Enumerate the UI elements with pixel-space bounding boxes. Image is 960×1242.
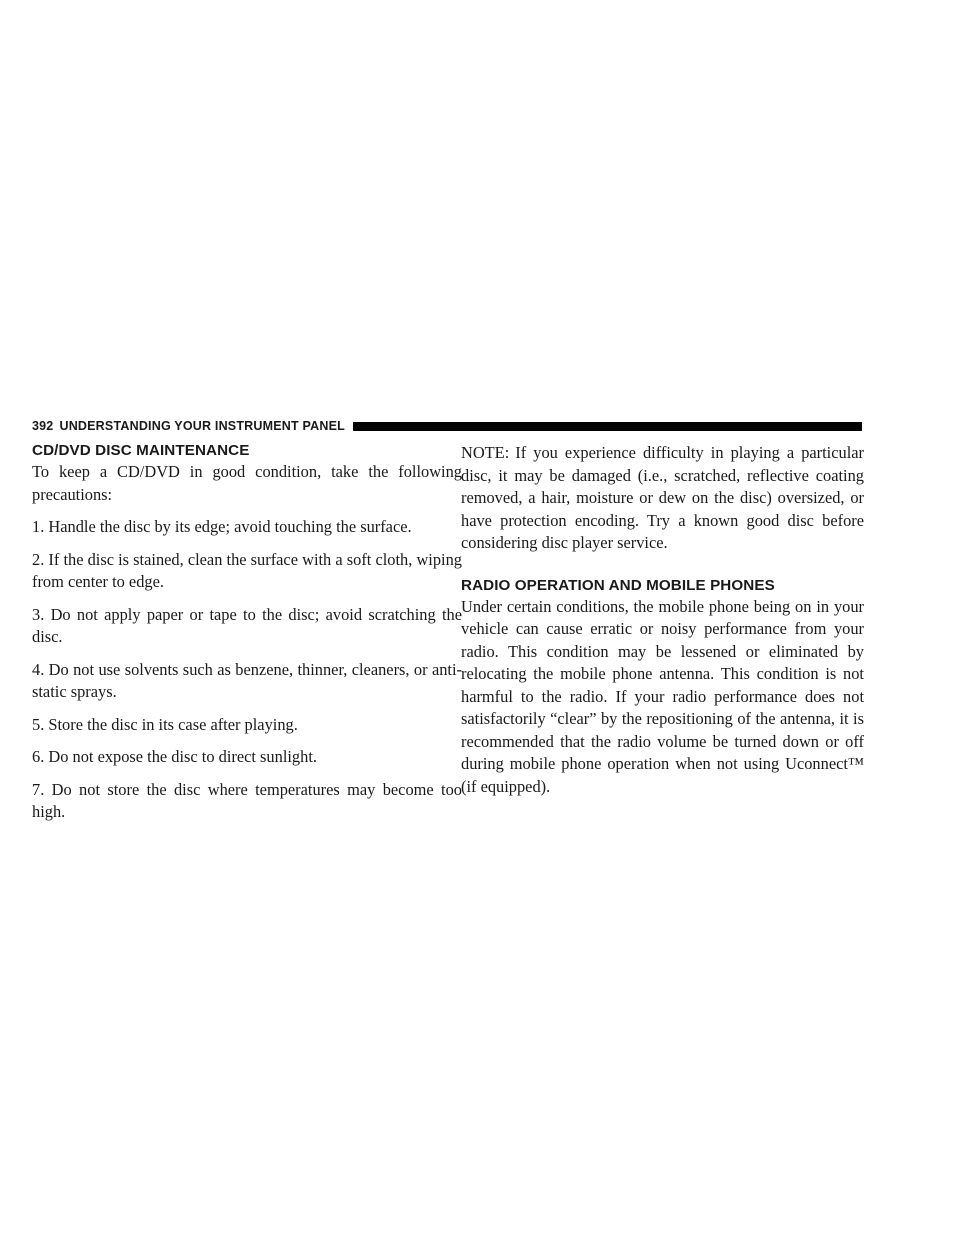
precaution-item-2: 2. If the disc is stained, clean the surface with a soft cloth, wiping from center to edge. [32, 549, 462, 591]
note-paragraph [461, 442, 864, 555]
intro-paragraph: To keep a CD/DVD in good condition, take the following precautions: [32, 462, 462, 504]
precaution-item-3: 3. Do not apply paper or tape to the disc; avoid scratching the disc. [32, 604, 462, 646]
precaution-item-7: 7. Do not store the disc where temperatures may become too high. [32, 779, 462, 821]
section-heading-disc-maintenance: CD/DVD DISC MAINTENANCE [32, 442, 250, 459]
precaution-item-6: 6. Do not expose the disc to direct sunlight. [32, 747, 317, 766]
precaution-item-1: 1. Handle the disc by its edge; avoid touching the surface. [32, 517, 412, 536]
page-number: 392 [32, 419, 54, 433]
section-title: UNDERSTANDING YOUR INSTRUMENT PANEL [59, 419, 345, 433]
precaution-item-4: 4. Do not use solvents such as benzene, thinner, cleaners, or anti-static sprays. [32, 659, 462, 701]
section-heading-radio-mobile-phones: RADIO OPERATION AND MOBILE PHONES [461, 576, 775, 594]
precaution-item-5: 5. Store the disc in its case after playing. [32, 714, 298, 734]
left-column [32, 442, 462, 834]
radio-body-paragraph: Under certain conditions, the mobile phone being on in your vehicle can cause erratic or noisy performance from your radio. This condition may be lessened or eliminated by relocating the mobile phone antenna. This condition is not harmful to the radio. If your radio performance does not satisfactorily “clear” by the repositioning of the antenna, it is recommended that the radio volume be turned down or off during mobile phone operation when not using Uconnect™ (if equipped). [461, 596, 864, 796]
running-header [32, 418, 862, 434]
note-text: If you experience difficulty in playing a particular disc, it may be damaged (i.e., scratched, reflective coating removed, a hair, moisture or dew on the disc) oversized, or have protection encoding. Try a known good disc before considering disc player service. [461, 443, 864, 552]
note-label: NOTE: [461, 443, 510, 462]
right-column [461, 442, 864, 808]
header-rule [353, 422, 862, 431]
